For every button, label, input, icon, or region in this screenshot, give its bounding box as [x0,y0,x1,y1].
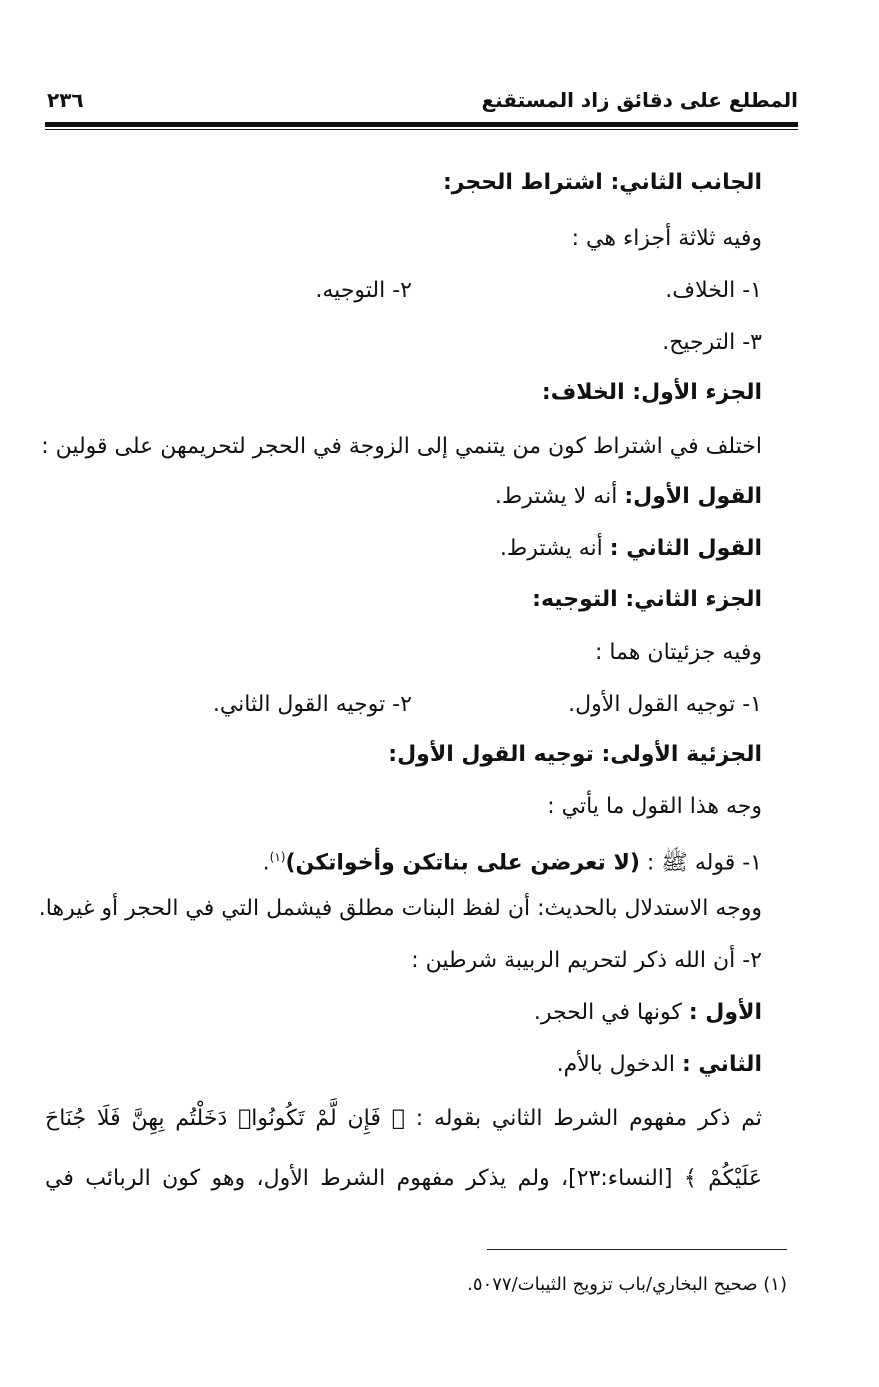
subheading: الجزئية الأولى: توجيه القول الأول: [388,742,762,767]
footnote: (١) صحيح البخاري/باب تزويج الثيبات/٥٠٧٧. [467,1274,787,1295]
text-line: وفيه جزئيتان هما : [595,640,762,665]
page-number: ٢٣٦ [47,88,84,112]
text-line: ووجه الاستدلال بالحديث: أن لفظ البنات مطلق فيشمل التي في الحجر أو غيرها. [38,896,762,921]
text-line [534,998,762,1028]
footnote-separator [487,1249,787,1250]
header-rule-thin [45,129,798,130]
text-line: اختلف في اشتراط كون من يتنمي إلى الزوجة في الحجر لتحريمهن على قولين : [41,434,762,459]
subheading: الجزء الثاني: التوجيه: [532,587,762,612]
subheading: الجزء الأول: الخلاف: [541,380,762,405]
running-header [45,82,798,122]
text-line: عَلَيْكُمْ ﴾ [النساء:٢٣]، ولم يذكر مفهوم الشرط الأول، وهو كون الربائب في [45,1166,763,1191]
text-line [557,1050,762,1080]
text-line [495,482,762,512]
header-rule-thick [45,122,798,127]
text-line: ثم ذكر مفهوم الشرط الثاني بقوله : ﴿ فَإِن لَّمْ تَكُونُوا۟ دَخَلْتُم بِهِنَّ فَلَا جُنَاحَ [45,1106,762,1131]
text-line [500,534,762,564]
list-item: ٢- التوجيه. [315,278,412,303]
text-run: أنه لا يشترط. [494,484,625,509]
list-item: ١- توجيه القول الأول. [568,692,762,717]
text-line: وفيه ثلاثة أجزاء هي : [571,226,762,251]
text-line: وجه هذا القول ما يأتي : [547,794,762,819]
label-bold: الثاني : [681,1052,762,1077]
hadith-quote: (لا تعرضن على بناتكن وأخواتكن) [285,850,640,876]
list-item: ٢- توجيه القول الثاني. [212,692,412,717]
label-bold: القول الأول: [624,484,762,509]
hadith-line [263,842,762,878]
list-item: ١- الخلاف. [665,278,762,303]
label-bold: الأول : [688,1000,762,1025]
text-run: . [262,850,270,876]
text-run: كونها في الحجر. [533,1000,689,1025]
footnote-ref: (١) [269,850,286,864]
book-title: المطلع على دقائق زاد المستقنع [481,88,798,112]
label-bold: القول الثاني : [609,536,762,561]
text-run: أنه يشترط. [499,536,610,561]
list-item: ٣- الترجيح. [662,330,762,355]
text-run: الدخول بالأم. [556,1052,682,1077]
section-heading: الجانب الثاني: اشتراط الحجر: [442,170,762,195]
text-line: ٢- أن الله ذكر لتحريم الربيبة شرطين : [411,948,762,973]
text-run: ١- قوله ﷺ : [639,850,762,876]
